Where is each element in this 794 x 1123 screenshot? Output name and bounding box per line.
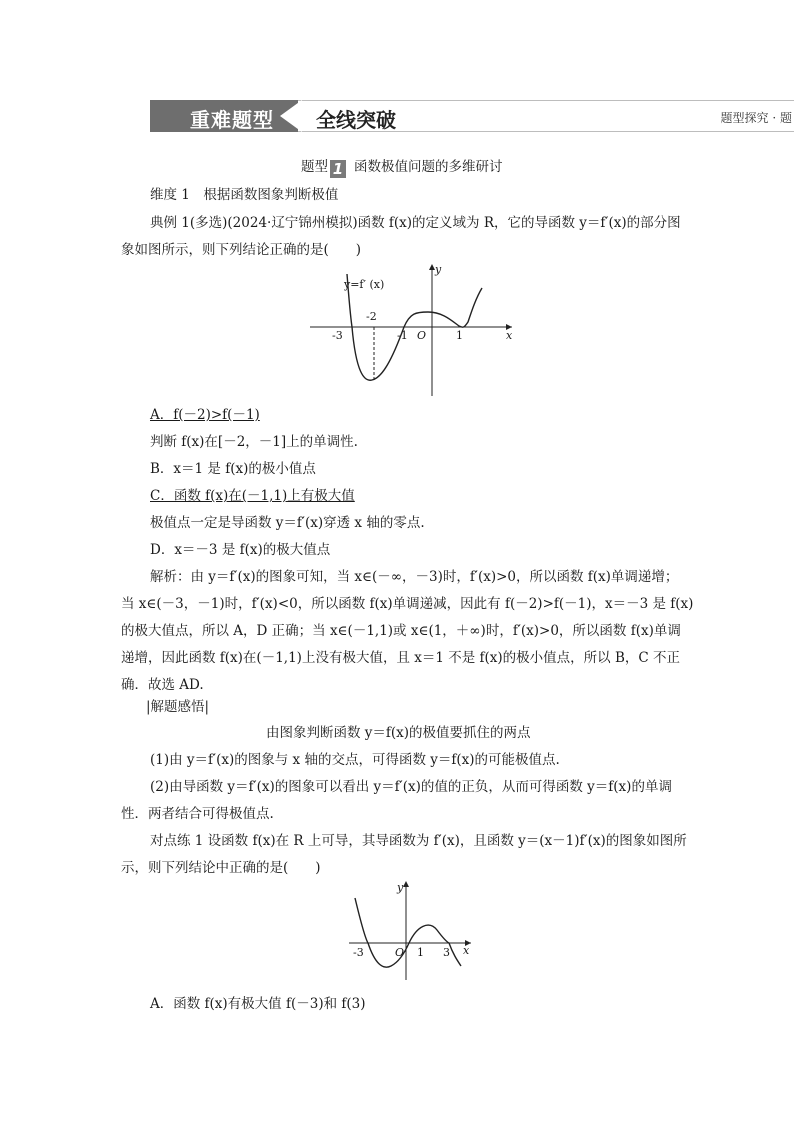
y-axis-arrow — [403, 881, 409, 887]
section-number-badge: 1 — [330, 160, 346, 178]
tick-minus-1: -1 — [397, 329, 408, 342]
header-chevron — [280, 100, 302, 132]
insight-point-2a: (2)由导函数 y＝f′(x)的图象可以看出 y＝f′(x)的值的正负，从而可得函数 y＝f(x)的单调 — [150, 779, 672, 795]
section-prefix: 题型 — [301, 159, 328, 175]
option-c: C．函数 f(x)在(－1,1)上有极大值 — [150, 488, 355, 504]
tick-3: 3 — [443, 946, 450, 959]
insight-point-2b: 性．两者结合可得极值点. — [121, 806, 274, 822]
option-d: D．x＝－3 是 f(x)的极大值点 — [150, 542, 331, 558]
tick-minus-3: -3 — [332, 329, 343, 342]
option-a-note: 判断 f(x)在[－2，－1]上的单调性. — [150, 434, 358, 450]
example-line-1: 典例 1(多选)(2024·辽宁锦州模拟)函数 f(x)的定义域为 R，它的导函数 y＝f′(x)的部分图 — [150, 215, 681, 231]
header-left-label: 重难题型 — [190, 108, 274, 132]
header-banner — [150, 100, 794, 132]
header-right-label: 全线突破 — [316, 108, 396, 132]
insight-label: |解题感悟| — [146, 699, 210, 715]
solution-line-4: 递增，因此函数 f(x)在(－1,1)上没有极大值，且 x＝1 不是 f(x)的极小值点，所以 B，C 不正 — [121, 650, 680, 666]
x-axis-label: x — [506, 329, 513, 342]
solution-line-2: 当 x∈(－3，－1)时，f′(x)<0，所以函数 f(x)单调递减，因此有 f(－2)>f(－1)，x＝－3 是 f(x) — [121, 596, 694, 612]
solution-line-3: 的极大值点，所以 A，D 正确；当 x∈(－1,1)或 x∈(1，＋∞)时，f′(x)>0，所以函数 f(x)单调 — [121, 623, 681, 639]
exercise-graph — [345, 878, 475, 984]
tick-1: 1 — [456, 329, 463, 342]
exercise-option-a: A．函数 f(x)有极大值 f(－3)和 f(3) — [150, 996, 366, 1012]
option-a: A．f(－2)>f(－1) — [150, 407, 260, 423]
example-line-2: 象如图所示，则下列结论正确的是( ) — [121, 242, 362, 258]
tick-1: 1 — [417, 946, 424, 959]
header-left-block — [150, 100, 298, 132]
origin-label: O — [395, 946, 405, 959]
header-tag: 题型探究 · 题 — [720, 111, 792, 125]
solution-line-1: 解析：由 y＝f′(x)的图象可知，当 x∈(－∞，－3)时，f′(x)>0，所以函数 f(x)单调递增； — [150, 569, 679, 585]
option-b: B．x＝1 是 f(x)的极小值点 — [150, 461, 316, 477]
exercise-line-2: 示，则下列结论中正确的是( ) — [121, 860, 321, 876]
section-title — [301, 158, 503, 178]
tick-minus-2: -2 — [366, 310, 377, 323]
insight-point-1: (1)由 y＝f′(x)的图象与 x 轴的交点，可得函数 y＝f(x)的可能极值点. — [150, 752, 560, 768]
x-axis-label: x — [463, 944, 470, 957]
option-c-note: 极值点一定是导函数 y＝f′(x)穿透 x 轴的零点. — [150, 515, 425, 531]
exercise-line-1: 对点练 1 设函数 f(x)在 R 上可导，其导函数为 f′(x)，且函数 y＝(x－1)f′(x)的图象如图所 — [150, 833, 687, 849]
section-title-text: 函数极值问题的多维研讨 — [354, 159, 503, 175]
insight-heading: 由图象判断函数 y＝f(x)的极值要抓住的两点 — [266, 725, 531, 741]
origin-label: O — [417, 329, 427, 342]
tick-minus-3: -3 — [353, 946, 364, 959]
derivative-graph — [306, 260, 520, 400]
y-axis-label: y — [435, 263, 442, 276]
solution-line-5: 确．故选 AD. — [121, 677, 204, 693]
y-axis-label: y — [397, 881, 404, 894]
curve-label: y=f′ (x) — [344, 278, 385, 291]
dimension-heading: 维度 1 根据函数图象判断极值 — [150, 187, 339, 203]
